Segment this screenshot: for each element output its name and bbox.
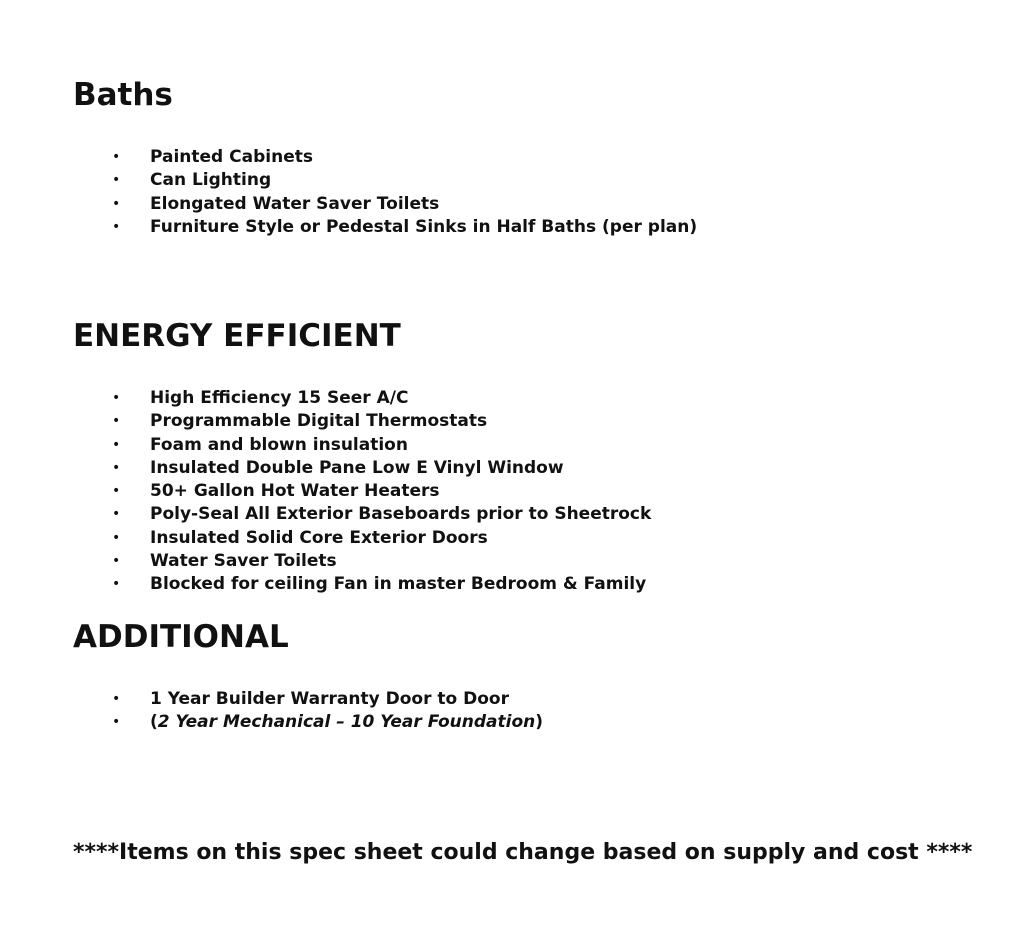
bullet-icon: • xyxy=(112,691,121,707)
bullet-icon: • xyxy=(112,714,121,731)
list-item-text: Insulated Solid Core Exterior Doors xyxy=(150,527,488,548)
bullet-icon: • xyxy=(112,553,121,570)
list-item xyxy=(110,688,543,711)
list-item-text: Elongated Water Saver Toilets xyxy=(150,193,440,214)
bullet-icon: • xyxy=(112,576,121,593)
additional-heading: ADDITIONAL xyxy=(73,619,289,655)
warranty-note-text: 2 Year Mechanical – 10 Year Foundation xyxy=(157,712,536,733)
list-item xyxy=(110,550,651,573)
list-item xyxy=(110,434,651,457)
list-item-text: Water Saver Toilets xyxy=(150,551,337,572)
list-item-text: 50+ Gallon Hot Water Heaters xyxy=(150,481,440,502)
baths-heading: Baths xyxy=(73,77,173,113)
bullet-icon: • xyxy=(112,506,121,523)
list-item-text: Poly-Seal All Exterior Baseboards prior to Sheetrock xyxy=(150,504,652,525)
bullet-icon: • xyxy=(112,390,121,406)
list-item xyxy=(110,216,697,239)
list-item xyxy=(110,457,651,480)
list-item-text: Furniture Style or Pedestal Sinks in Half Baths (per plan) xyxy=(150,216,698,237)
list-item xyxy=(110,410,651,433)
bullet-icon: • xyxy=(112,459,121,476)
baths-list xyxy=(110,146,697,239)
bullet-icon: • xyxy=(112,149,121,165)
disclaimer-footer: ****Items on this spec sheet could change based on supply and cost **** xyxy=(73,840,973,865)
list-item xyxy=(110,480,651,503)
list-item xyxy=(110,387,651,410)
bullet-icon: • xyxy=(112,172,121,189)
list-item-text: Painted Cabinets xyxy=(150,147,313,167)
list-item-text: Programmable Digital Thermostats xyxy=(150,411,488,432)
energy-efficient-heading: ENERGY EFFICIENT xyxy=(73,318,401,354)
bullet-icon: • xyxy=(112,218,121,235)
bullet-icon: • xyxy=(112,436,121,453)
list-item-text: High Efficiency 15 Seer A/C xyxy=(150,388,409,408)
list-item-warranty-note xyxy=(110,711,543,734)
list-item-text: Foam and blown insulation xyxy=(150,434,408,455)
additional-list xyxy=(110,688,543,735)
list-item xyxy=(110,527,651,550)
list-item xyxy=(110,146,697,169)
list-item-text: 1 Year Builder Warranty Door to Door xyxy=(150,689,509,709)
bullet-icon: • xyxy=(112,413,121,430)
list-item xyxy=(110,193,697,216)
list-item-text: Blocked for ceiling Fan in master Bedroom & Family xyxy=(150,574,647,595)
list-item-text: Can Lighting xyxy=(150,170,272,191)
bullet-icon: • xyxy=(112,529,121,546)
energy-efficient-list xyxy=(110,387,651,597)
note-open-paren: ( xyxy=(150,712,158,733)
note-close-paren: ) xyxy=(535,712,544,733)
bullet-icon: • xyxy=(112,195,121,212)
bullet-icon: • xyxy=(112,483,121,500)
list-item-text: Insulated Double Pane Low E Vinyl Window xyxy=(150,457,564,478)
list-item xyxy=(110,503,651,526)
list-item xyxy=(110,573,651,596)
list-item xyxy=(110,169,697,192)
